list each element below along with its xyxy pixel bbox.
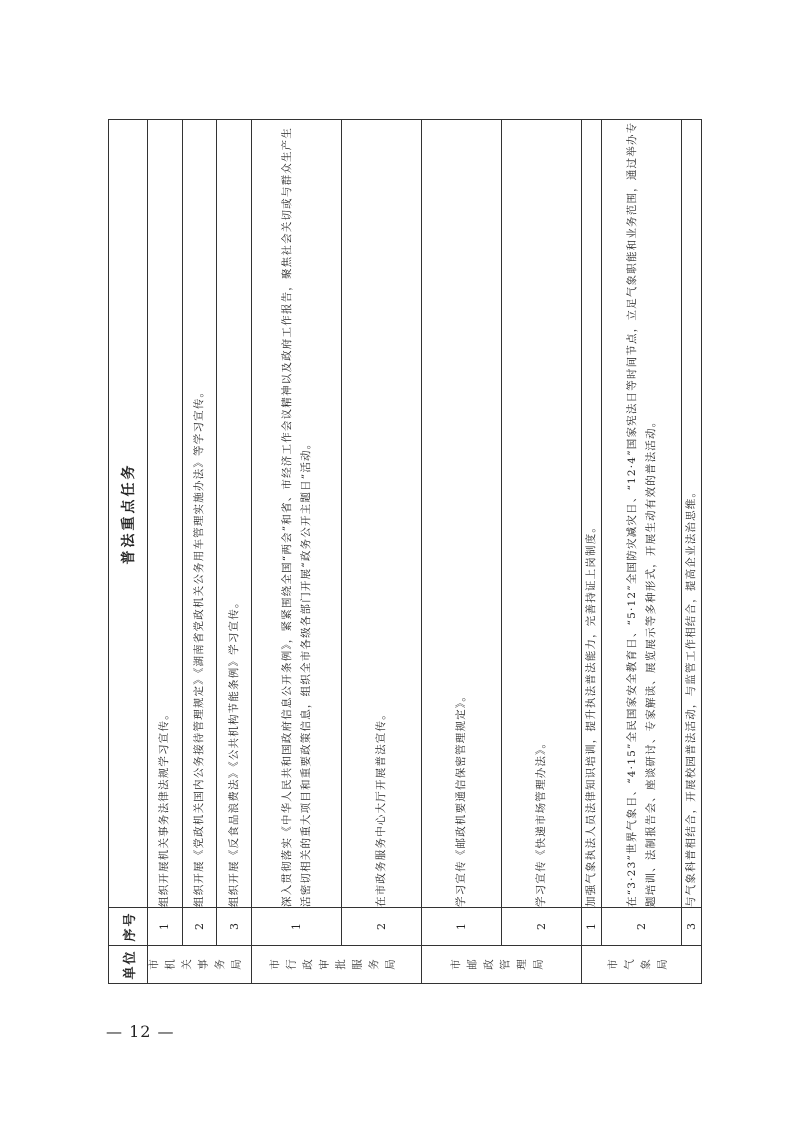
row-number: 2 bbox=[602, 908, 682, 946]
unit-cell bbox=[582, 946, 702, 984]
task-text: 深入贯彻落实《中华人民共和国政府信息公开条例》，紧紧围绕全国“两会”和省、市经济工作会议精神以及政府工作报告，聚焦社会关切或与群众生产生活密切相关的重大项目和重要政策信息，组织全市各级各部门开展“政务公开主题日”活动。 bbox=[252, 120, 342, 908]
table-row bbox=[682, 120, 702, 984]
row-number: 1 bbox=[252, 908, 342, 946]
page-number: — 12 — bbox=[106, 1022, 175, 1041]
unit-name: 市机关事务局 bbox=[148, 959, 247, 971]
task-text: 在市政务服务中心大厅开展普法宣传。 bbox=[342, 120, 422, 908]
header-task: 普法重点任务 bbox=[109, 120, 148, 908]
table-row bbox=[182, 120, 217, 984]
row-number: 3 bbox=[217, 908, 252, 946]
header-number: 序号 bbox=[109, 908, 148, 946]
table-row bbox=[342, 120, 422, 984]
task-text: 加强气象执法人员法律知识培训，提升执法普法能力，完善持证上岗制度。 bbox=[582, 120, 602, 908]
table-row bbox=[148, 120, 183, 984]
unit-name: 市邮政管理局 bbox=[450, 959, 549, 971]
task-text: 与气象科普相结合，开展校园普法活动，与监管工作相结合，提高企业法治思维。 bbox=[682, 120, 702, 908]
task-text: 学习宣传《快递市场管理办法》。 bbox=[502, 120, 582, 908]
table-row bbox=[422, 120, 502, 984]
row-number: 1 bbox=[148, 908, 183, 946]
task-text: 在“3·23”世界气象日、“4·15”全民国家安全教育日、“5·12”全国防灾减灾日、“12·4”国家宪法日等时间节点，立足气象职能和业务范围，通过举办专题培训、法制报告会、座谈研讨、专家解读、展览展示等多种形式，开展生动有效的普法活动。 bbox=[602, 120, 682, 908]
unit-name: 市气象局 bbox=[606, 959, 673, 971]
law-popularization-task-table bbox=[108, 119, 702, 984]
table-row bbox=[502, 120, 582, 984]
rotated-table-page bbox=[108, 120, 698, 984]
task-text: 学习宣传《邮政机要通信保密管理规定》。 bbox=[422, 120, 502, 908]
task-text: 组织开展机关事务法律法规学习宣传。 bbox=[148, 120, 183, 908]
row-number: 1 bbox=[582, 908, 602, 946]
row-number: 2 bbox=[182, 908, 217, 946]
header-row bbox=[109, 120, 148, 984]
table-row bbox=[602, 120, 682, 984]
row-number: 2 bbox=[502, 908, 582, 946]
table-row bbox=[217, 120, 252, 984]
table-row bbox=[582, 120, 602, 984]
header-unit: 单位 bbox=[109, 946, 148, 984]
unit-cell bbox=[422, 946, 582, 984]
task-text: 组织开展《反食品浪费法》《公共机构节能条例》学习宣传。 bbox=[217, 120, 252, 908]
row-number: 2 bbox=[342, 908, 422, 946]
row-number: 3 bbox=[682, 908, 702, 946]
unit-name: 市行政审批服务局 bbox=[268, 959, 401, 971]
unit-cell bbox=[252, 946, 422, 984]
table-rotator bbox=[108, 120, 698, 984]
row-number: 1 bbox=[422, 908, 502, 946]
task-text: 组织开展《党政机关国内公务接待管理规定》《湖南省党政机关公务用车管理实施办法》等学习宣传。 bbox=[182, 120, 217, 908]
unit-cell bbox=[148, 946, 252, 984]
table-row bbox=[252, 120, 342, 984]
